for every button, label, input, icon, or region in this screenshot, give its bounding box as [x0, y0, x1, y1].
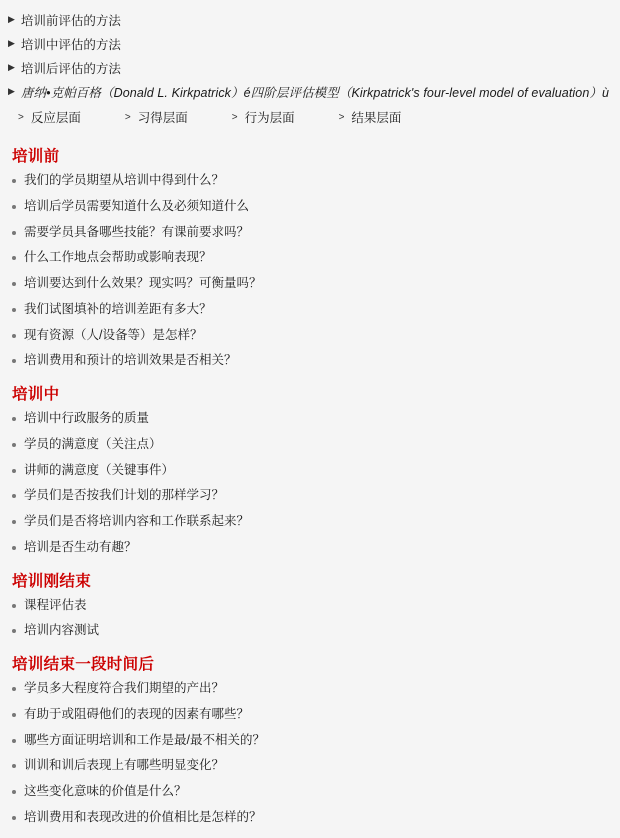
nav-row-label: 培训前评估的方法 [20, 14, 121, 28]
section-title: 培训前 [12, 148, 60, 165]
chevron-right-icon: > [231, 111, 238, 123]
list-item: 课程评估表 [0, 599, 620, 613]
chevron-right-icon: > [338, 111, 345, 123]
list-item: 培训中行政服务的质量 [0, 412, 620, 426]
level-item-results[interactable] [339, 108, 402, 126]
list-item: 学员多大程度符合我们期望的产出？ [0, 682, 620, 696]
list-item: 有助于或阻碍他们的表现的因素有哪些？ [0, 708, 620, 722]
list-item: 培训费用和预计的培训效果是否相关？ [0, 354, 620, 368]
section-some-time-after-training [0, 652, 620, 825]
section-title: 培训刚结束 [12, 572, 92, 590]
level-item-behavior[interactable] [232, 108, 295, 126]
triangle-right-icon: ▶ [8, 61, 15, 72]
list-item: 现有资源（人/设备等）是怎样？ [0, 329, 620, 343]
list-item: 这些变化意味的价值是什么？ [0, 785, 620, 799]
list-item: 什么工作地点会帮助或影响表现？ [0, 251, 620, 265]
nav-row-label: 培训后评估的方法 [20, 62, 121, 76]
list-item: 训训和训后表现上有哪些明显变化？ [0, 759, 620, 773]
nav-row-label: 唐纳•克帕百格（Donald L. Kirkpatrick）é四阶层评估模型（Kirkpatrick's four-level model of evaluation）ù [20, 86, 610, 100]
triangle-right-icon: ▶ [8, 85, 15, 96]
level-label: 反应层面 [30, 111, 81, 125]
triangle-right-icon: ▶ [8, 13, 15, 24]
section-pre-training [0, 144, 620, 368]
nav-row-post-training-methods[interactable] [0, 56, 620, 80]
section-item-list [0, 412, 620, 555]
section-title: 培训结束一段时间后 [12, 656, 155, 673]
level-item-reaction[interactable] [18, 108, 81, 126]
level-label: 习得层面 [137, 111, 188, 125]
chevron-right-icon: > [18, 111, 24, 123]
list-item: 我们的学员期望从培训中得到什么？ [0, 174, 620, 188]
list-item: 需要学员具备哪些技能？有课前要求吗？ [0, 226, 620, 240]
nav-row-kirkpatrick-model[interactable] [0, 80, 620, 104]
chevron-right-icon: > [124, 111, 131, 123]
triangle-right-icon: ▶ [8, 37, 15, 48]
list-item: 学员的满意度（关注点） [0, 438, 620, 452]
nav-row-pre-training-methods[interactable] [0, 8, 620, 32]
list-item: 培训是否生动有趣？ [0, 541, 620, 555]
section-item-list [0, 599, 620, 639]
list-item: 学员们是否按我们计划的那样学习？ [0, 489, 620, 503]
section-item-list [0, 174, 620, 368]
section-just-after-training [0, 569, 620, 639]
list-item: 学员们是否将培训内容和工作联系起来？ [0, 515, 620, 529]
nav-list [0, 8, 620, 104]
list-item: 讲师的满意度（关键事件） [0, 464, 620, 478]
list-item: 培训内容测试 [0, 624, 620, 638]
section-during-training [0, 382, 620, 555]
list-item: 培训要达到什么效果？现实吗？可衡量吗？ [0, 277, 620, 291]
list-item: 我们试图填补的培训差距有多大？ [0, 303, 620, 317]
section-title: 培训中 [12, 386, 60, 403]
list-item: 培训费用和表现改进的价值相比是怎样的？ [0, 811, 620, 825]
level-item-learning[interactable] [125, 108, 188, 126]
nav-row-during-training-methods[interactable] [0, 32, 620, 56]
level-label: 行为层面 [244, 111, 295, 125]
list-item: 培训后学员需要知道什么及必须知道什么 [0, 200, 620, 214]
nav-row-label: 培训中评估的方法 [20, 38, 121, 52]
level-label: 结果层面 [351, 111, 402, 125]
list-item: 哪些方面证明培训和工作是最/最不相关的？ [0, 734, 620, 748]
section-item-list [0, 682, 620, 825]
kirkpatrick-levels [0, 104, 620, 130]
